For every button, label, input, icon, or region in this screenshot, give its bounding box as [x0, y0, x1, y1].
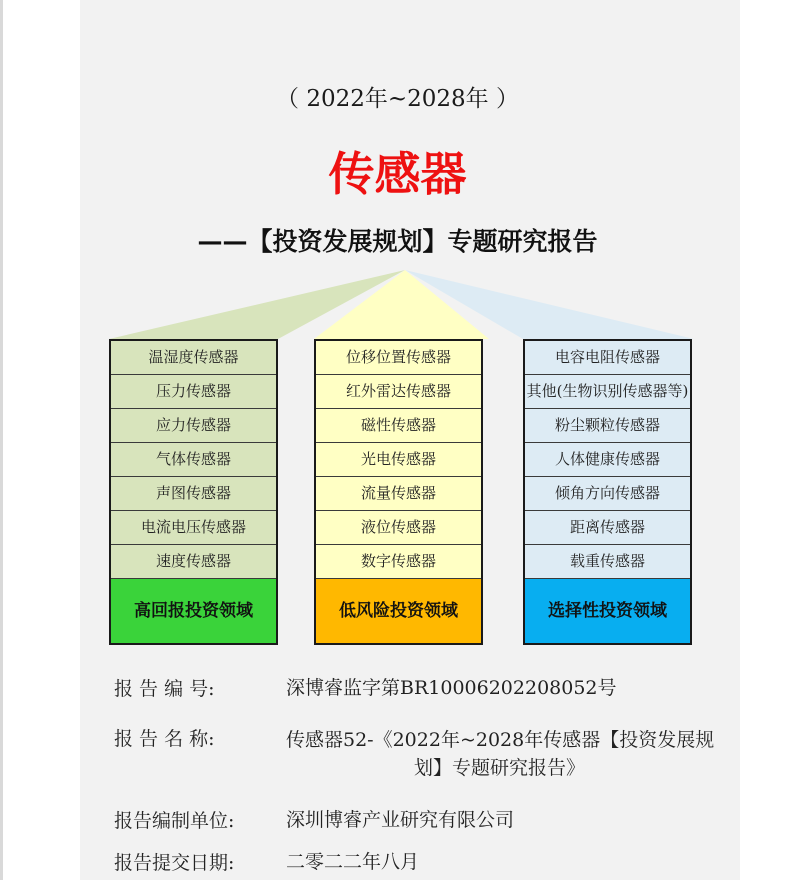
column-low-risk	[314, 339, 483, 645]
report-subtitle: ——【投资发展规划】专题研究报告	[197, 227, 598, 256]
list-item: 红外雷达传感器	[316, 375, 481, 409]
report-number-value: 深博睿监字第BR10006202208052号	[286, 677, 617, 699]
report-name-line2: 划】专题研究报告》	[414, 757, 586, 779]
list-item: 其他(生物识别传感器等)	[525, 375, 690, 409]
list-item: 载重传感器	[525, 545, 690, 579]
year-range: （ 2022年~2028年 ）	[276, 86, 519, 112]
column-footer: 高回报投资领域	[111, 579, 276, 643]
list-item: 人体健康传感器	[525, 443, 690, 477]
list-item: 温湿度传感器	[111, 341, 276, 375]
column-footer: 低风险投资领域	[316, 579, 481, 643]
list-item: 光电传感器	[316, 443, 481, 477]
fan-diagram	[0, 0, 795, 345]
list-item: 倾角方向传感器	[525, 477, 690, 511]
report-name-label: 报 告 名 称:	[114, 728, 215, 750]
list-item: 液位传感器	[316, 511, 481, 545]
list-item: 粉尘颗粒传感器	[525, 409, 690, 443]
list-item: 声图传感器	[111, 477, 276, 511]
list-item: 速度传感器	[111, 545, 276, 579]
column-footer: 选择性投资领域	[525, 579, 690, 643]
report-title: 传感器	[328, 147, 467, 201]
list-item: 流量传感器	[316, 477, 481, 511]
list-item: 应力传感器	[111, 409, 276, 443]
report-name-line1: 传感器52-《2022年~2028年传感器【投资发展规	[286, 729, 715, 751]
report-date-label: 报告提交日期:	[114, 852, 235, 874]
list-item: 气体传感器	[111, 443, 276, 477]
report-number-label: 报 告 编 号:	[114, 678, 215, 700]
list-item: 数字传感器	[316, 545, 481, 579]
column-high-return	[109, 339, 278, 645]
list-item: 磁性传感器	[316, 409, 481, 443]
report-unit-value: 深圳博睿产业研究有限公司	[286, 809, 515, 831]
list-item: 距离传感器	[525, 511, 690, 545]
column-selective	[523, 339, 692, 645]
list-item: 电流电压传感器	[111, 511, 276, 545]
report-date-value: 二零二二年八月	[286, 851, 420, 873]
list-item: 位移位置传感器	[316, 341, 481, 375]
list-item: 电容电阻传感器	[525, 341, 690, 375]
list-item: 压力传感器	[111, 375, 276, 409]
report-unit-label: 报告编制单位:	[114, 810, 235, 832]
